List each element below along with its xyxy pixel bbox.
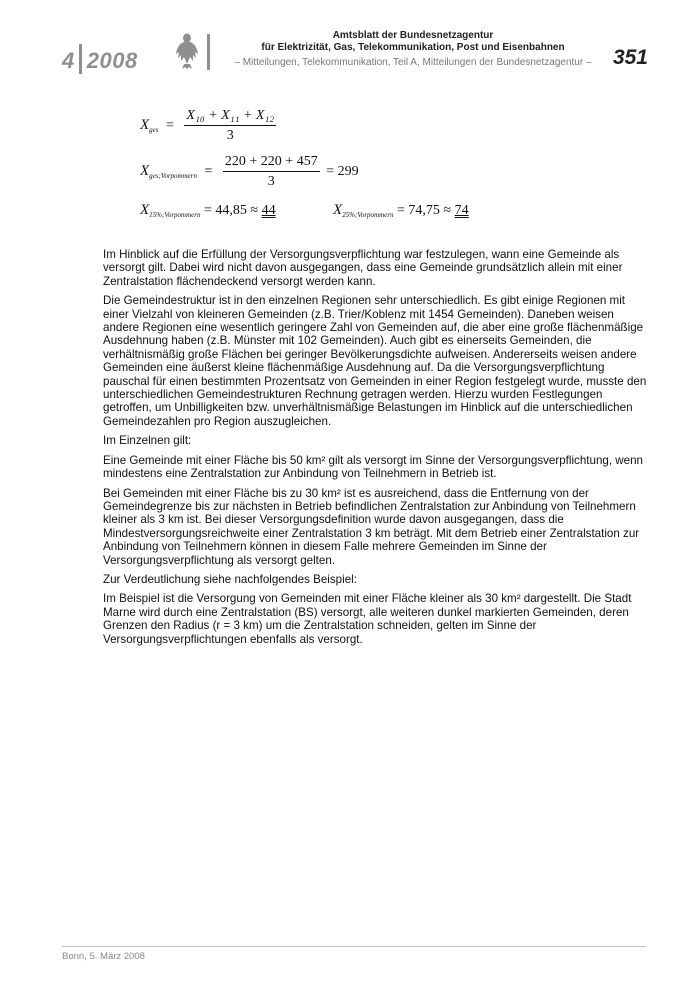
publication-title-line1: Amtsblatt der Bundesnetzagentur bbox=[332, 30, 494, 41]
paragraph: Im Einzelnen gilt: bbox=[103, 434, 192, 448]
formula-x-ges bbox=[140, 108, 279, 144]
paragraph: Eine Gemeinde mit einer Fläche bis 50 km² gilt als versorgt im Sinne der Versorgungsverpflichtung, wenn mindestens eine Zentralstation zur Anbindung von Teilnehmern in Betrieb ist. bbox=[103, 453, 644, 481]
issue-year: 2008 bbox=[86, 48, 138, 73]
paragraph: Im Beispiel ist die Versorgung von Gemeinden mit einer Fläche kleiner als 30 km² dargestellt. Die Stadt Marne wird durch eine Zentralstation (BS) versorgt, alle weiteren dunkel markierten Gemeinden, deren Grenzen den Radius (r = 3 km) um die Zentralstation schneiden, gelten im Sinne der Versorgungsverpflichtungen ebenfalls als versorgt. bbox=[103, 592, 632, 646]
federal-eagle-icon bbox=[172, 30, 202, 70]
paragraph: Zur Verdeutlichung siehe nachfolgendes Beispiel: bbox=[103, 572, 357, 586]
issue-number: 4 bbox=[62, 48, 75, 73]
formula-numerator: 220 + 220 + 457 bbox=[223, 154, 320, 172]
formula-variable: X bbox=[140, 163, 150, 180]
formula-rounded-value: 74 bbox=[454, 203, 469, 218]
formula-subscript: ges;Vorpommern bbox=[149, 172, 197, 181]
page-number: 351 bbox=[612, 46, 648, 69]
publication-subtitle: – Mitteilungen, Telekommunikation, Teil A, Mitteilungen der Bundesnetzagentur – bbox=[234, 57, 592, 68]
formula-x-25-vorpommern bbox=[333, 202, 469, 219]
formula-result: = 299 bbox=[326, 164, 359, 180]
formula-fraction bbox=[223, 154, 320, 190]
formula-variable: X bbox=[333, 202, 343, 218]
footer-divider bbox=[62, 946, 646, 947]
formula-denominator: 3 bbox=[226, 128, 234, 143]
formula-x-15-vorpommern bbox=[140, 202, 276, 219]
formula-x-ges-vorpommern bbox=[140, 154, 359, 190]
publication-title-line2: für Elektrizität, Gas, Telekommunikation, Post und Eisenbahnen bbox=[261, 42, 565, 53]
formula-variable: X bbox=[140, 117, 150, 134]
issue-label bbox=[62, 44, 138, 74]
formula-value: = 44,85 ≈ bbox=[204, 203, 259, 218]
formula-operator: = bbox=[166, 118, 174, 134]
paragraph: Im Hinblick auf die Erfüllung der Versorgungsverpflichtung war festzulegen, wann eine Gemeinde als versorgt gilt. Dabei wird nicht davon ausgegangen, dass eine Gemeinde grundsätzlich allein mit einer Zentralstation flächendeckend versorgt werden kann. bbox=[103, 248, 623, 288]
paragraph: Bei Gemeinden mit einer Fläche bis zu 30 km² ist es ausreichend, dass die Entfernung von der Gemeindegrenze bis zur nächsten in Betrieb befindlichen Zentralstation zur Anbindung von Teilnehmern kleiner als 3 km ist. Bei dieser Versorgungsdefinition wurde davon ausgegangen, dass die Mindestversorgungsreichweite einer Zentralstation 3 km beträgt. Mit dem Betrieb einer Zentralstation zur Anbindung von Teilnehmern können in diesem Falle mehrere Gemeinden im Sinne der Versorgungsverpflichtung als versorgt gelten. bbox=[103, 486, 640, 567]
formula-operator: = bbox=[204, 164, 213, 180]
formula-numerator: X₁₀ + X₁₁ + X₁₂ bbox=[184, 108, 276, 126]
formula-value: = 74,75 ≈ bbox=[397, 203, 452, 218]
formula-subscript: ges bbox=[149, 126, 159, 135]
formula-denominator: 3 bbox=[267, 174, 275, 189]
header-divider bbox=[207, 34, 210, 70]
publication-title bbox=[218, 30, 608, 54]
paragraph: Die Gemeindestruktur ist in den einzelnen Regionen sehr unterschiedlich. Es gibt einige Regionen mit einer Vielzahl von kleineren Gemeinden (z.B. Trier/Koblenz mit 1454 Gemeinden). Daneben weisen andere Regionen eine wesentlich geringere Zahl von Gemeinden auf, die aber eine große flächenmäßige Ausdehnung haben (z.B. Münster mit 102 Gemeinden). Auch gibt es einerseits Gemeinden, die verhältnismäßig große Flächen bei geringer Bevölkerungsdichte aufweisen. Andererseits weisen andere Gemeinden eine äußerst kleine flächenmäßige Ausdehnung auf. Da die Versorgungsverpflichtung pauschal für einen bestimmten Prozentsatz von Gemeinden in einer Region festgelegt wurde, musste den unterschiedlichen Gemeindestrukturen Rechnung getragen werden. Hierzu wurden Festlegungen getroffen, um Unbilligkeiten bzw. unverhältnismäßige Belastungen im Hinblick auf die unterschiedlichen Gemeindezahlen pro Region auszugleichen. bbox=[103, 294, 647, 428]
formula-variable: X bbox=[140, 202, 150, 218]
footer-text: Bonn, 5. März 2008 bbox=[62, 951, 145, 962]
formula-fraction bbox=[184, 108, 276, 144]
formula-subscript: 25%;Vorpommern bbox=[342, 211, 394, 219]
body-text bbox=[103, 248, 648, 652]
formula-rounded-value: 44 bbox=[261, 203, 276, 218]
issue-divider bbox=[79, 44, 82, 74]
formula-subscript: 15%;Vorpommern bbox=[149, 211, 201, 219]
